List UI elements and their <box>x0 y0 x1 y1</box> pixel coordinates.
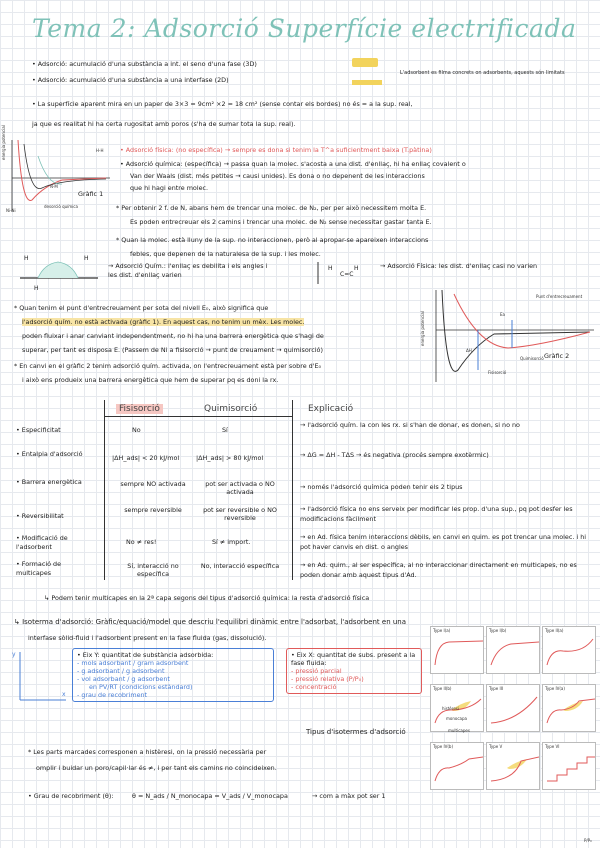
isotherm-panel-label: Type VI <box>545 744 560 749</box>
grau-formula: θ = N_ads / N_monocapa = V_ads / V_monocapa <box>132 792 288 800</box>
graph-2-label-pe: Punt d'entrecreuament <box>536 294 583 299</box>
table-foot: ↳ Podem tenir multicapes en la 2ª capa segons del tipus d'adsorció química: la resta d'adsorció física <box>44 594 370 602</box>
isotherm-curve-svg <box>431 693 483 729</box>
note-quim: → Adsorció Quím.: l'enllaç es debilita i els angles i les dist. d'enllaç varien <box>108 262 268 279</box>
hist-line-1: * Les parts marcades corresponen a histèresi, on la pressió necessària per <box>28 748 267 756</box>
def-adsorcio: • Adsorció: acumulació d'una substància a int. el seno d'una fase (3D) <box>32 60 257 68</box>
graph-1-label-nm: N-M <box>50 184 58 189</box>
graph-2-label-dh: ΔH <box>466 348 472 353</box>
isotherm-types-label: Tipus d'isotermes d'adsorció <box>306 728 406 736</box>
para-4: superar, per tant es disposa E. (Passem de Ni a fisisorció → punt de creuament → quimisorció) <box>22 346 323 354</box>
isotherm-panel <box>486 742 540 790</box>
table-divider-1 <box>104 400 105 580</box>
graph-2-title: Gràfic 2 <box>544 352 570 360</box>
page-title: Tema 2: Adsorció Superfície electrificada <box>32 14 577 43</box>
isotherm-panel-label: Type I(a) <box>433 628 451 633</box>
note-2: Es poden entrecreuar els 2 camins i trencar una molec. de N₂ sense necessitar gastar tanta E. <box>130 218 432 226</box>
graph-1-label-nini: Ni-Ni <box>6 208 16 213</box>
notes-page: Tema 2: Adsorció Superfície electrificada • Adsorció: acumulació d'una substància a int. el seno d'una fase (3D) • Adsorció: acumulació d'una substància a una interfase (2D) L'adsorbent es filma concrets on adsorbents, aquests són limitats • La superfície aparent mira en un paper de 3×3 = 9cm² ×2 = 18 cm² (sense contar els bordes) no és = a la sup. real, ja que es realitat hi ha certa rugositat amb poros (s'ha de sumar tota la sup. real). energia potencial H-H N-M Ni-Ni desorció química Gràfic 1 • Adsorció física: (no específica) → sempre es dona si tenim la T^a suficientment baixa (T.pàtina) • Adsorció química: (específica) → passa quan la molec. s'acosta a una dist. d'enllaç, hi ha enllaç covalent o Van der Waals (dist. més petites → causi unides). Es dona o no depenent de les interaccions que hi hagi entre molec. * Per obtenir 2 f. de N, abans hem de trencar una molec. de N₂, per per això necessitem molta E. Es poden entrecreuar els 2 camins i trencar una molec. de N₂ sense necessitar gastar tanta E. * Quan la molec. està lluny de la sup. no interaccionen, però al apropar-se apareixen interaccions febles, que depenen de la naturalesa de la sup. i les molec. H H H → Adsorció Quím.: l'enllaç es debilita i els angles i les dist. d'enllaç varien H H C=C → Adsorció Física: les dist. d'enllaç casi no varien energia potencial Fisisorció Quimisorció Ea ΔH Punt d'entrecreuament Gràfic 2 * Quan tenim el punt d'entrecreuament per sota del nivell E₀, això significa que l'adsorció quím. no està activada (gràfic 1). En aquest cas, no tenim un mèx. Les molec. poden fluixar i anar canviant independentment, no hi ha una barrera energètica que s'hagi de superar, per tant es disposa E. (Passem de Ni a fisisorció → punt de creuament → quimisorció) * En canvi en el gràfic 2 tenim adsorció quím. activada, on l'entrecreuament està per sobre d'E₀ i això ens produeix una barrera energètica que hem de superar pq es doni la rx. Fisisorció Quimisorció Explicació • Especificitat No Sí → l'adsorció quím. la con les rx. si s'han de donar, es donen, si no no • Entalpia d'adsorció |ΔH_ads| < 20 kJ/mol |ΔH_ads| > 80 kJ/mol → ΔG = ΔH - TΔS → és negativa (procés sempre exotèrmic) • Barrera energètica sempre NO activada pot ser activada o NO activada → només l'adsorció química poden tenir els 2 tipus • Reversibilitat sempre reversible pot ser reversible o NO reversible → l'adsorció física no ens serveix per modificar les prop. d'una sup., pq pot desfer les modificacions fàcilment • Modificació de l'adsorbent No ≠ res! Sí ≠ import. → en Ad. física tenim interaccions dèbils, en canvi en quim. es pot trencar una molec. i hi pot haver canvis en dist. o angles • Formació de multicapes Sí, interacció no específica No, interacció específica → en Ad. quim., al ser específica, al no interaccionar directament en multicapes, no es poden donar amb aquest tipus d'Ad. ↳ Podem tenir multicapes en la 2ª capa segons del tipus d'adsorció química: la resta d'adsorció física ↳ Isoterma d'adsorció: Gràfic/equació/model que descriu l'equilibri dinàmic entre l'adsorbat, l'adsorbent en una interfase sòlid-fluid i l'adsorbent present en la fase fluida (gas, dissolució). y x • Eix Y: quantitat de substància adsorbida: - mols adsorbant / gram adsorbent - g adsorbant / g adsorbent - vol adsorbant / g adsorbent en PV/RT (condicions estàndard) - grau de recobriment • Eix X: quantitat de subs. present a la fase fluida: - pressió parcial - pressió relativa (P/P₀) - concentració Tipus d'isotermes d'adsorció Type I(a) Type I(b) Type II(a) Type II(b) Type III Type IV(a) Type IV(b) Type V Type VI histèresi monocapa multicapes P/P₀ * Les parts marcades corresponen a histèresi, on la pressió necessària per omplir i buidar un poro/capil·lar és ≠, i per tant els camins no coincideixen. • Grau de recobriment (θ): θ = N_ads / N_monocapa = V_ads / V_monocapa → com a màx pot ser 1 <box>0 0 600 848</box>
isotherm-curve-svg <box>431 635 483 671</box>
molecule-sketch-fis <box>314 258 380 288</box>
axes-sketch <box>10 648 70 708</box>
ann-monocapa: monocapa <box>446 716 467 721</box>
svg-text:H: H <box>34 285 39 292</box>
note-fis: → Adsorció Física: les dist. d'enllaç casi no varien <box>380 262 538 270</box>
note-4: febles, que depenen de la naturalesa de la sup. i les molec. <box>130 250 321 258</box>
surface-icon <box>352 80 382 85</box>
table-header-exp: Explicació <box>308 404 354 414</box>
isotherm-panel <box>542 684 596 732</box>
table-divider-2 <box>292 400 293 580</box>
isotherm-curve <box>491 642 539 665</box>
isotherm-panel <box>430 742 484 790</box>
isotherm-curve <box>435 757 483 781</box>
hist-line-2: omplir i buidar un poro/capil·lar és ≠, i per tant els camins no coincideixen. <box>36 764 277 772</box>
isotherm-curve <box>547 757 595 781</box>
graph-2-ylabel: energia potencial <box>420 311 425 346</box>
molecule-sketch-quim <box>14 248 104 292</box>
isotherm-curve <box>547 639 593 665</box>
isotherm-grid <box>430 626 600 846</box>
note-3: * Quan la molec. està lluny de la sup. no interaccionen, però al apropar-se apareixen interaccions <box>116 236 429 244</box>
para-3: poden fluixar i anar canviant independentment, no hi ha una barrera energètica que s'hagi de <box>22 332 324 340</box>
grau-label: • Grau de recobriment (θ): <box>28 792 114 800</box>
type-fisica: • Adsorció física: (no específica) → sempre es dona si tenim la T^a suficientment baixa (T.pàtina) <box>120 146 432 154</box>
graph-1-label-hh: H-H <box>96 148 104 153</box>
isotherm-curve <box>435 641 483 665</box>
graph-2-label-ea: Ea <box>500 312 505 317</box>
type-quimica-3: que hi hagi entre molec. <box>130 184 209 192</box>
x-axis-box: • Eix X: quantitat de subs. present a la fase fluida: - pressió parcial - pressió relativa (P/P₀) - concentració <box>286 648 422 694</box>
isotherm-panel-label: Type II(b) <box>433 686 452 691</box>
bulk-icon <box>352 58 378 67</box>
def-note: L'adsorbent es filma concrets on adsorbents, aquests són limitats <box>400 70 565 76</box>
isotherm-panel <box>430 626 484 674</box>
isotherm-curve <box>491 697 537 723</box>
para-1: * Quan tenim el punt d'entrecreuament per sota del nivell E₀, això significa que <box>14 304 269 312</box>
isotherm-curve-svg <box>487 693 539 729</box>
isotherm-curve-svg <box>487 751 539 787</box>
svg-text:x: x <box>62 691 66 698</box>
isotherm-curve-svg <box>431 751 483 787</box>
isotherm-panel <box>486 684 540 732</box>
graph-2-label-qui: Quimisorció <box>520 356 544 361</box>
isotherm-panel <box>542 742 596 790</box>
isotherm-curve <box>547 699 595 723</box>
svg-text:H: H <box>84 255 89 262</box>
svg-text:y: y <box>12 651 16 658</box>
isotherm-curve-svg <box>543 693 595 729</box>
svg-text:H: H <box>24 255 29 262</box>
isotherm-panel <box>542 626 596 674</box>
note-1: * Per obtenir 2 f. de N, abans hem de trencar una molec. de N₂, per per això necessitem molta E. <box>116 204 427 212</box>
isotherm-xaxis-label: P/P₀ <box>584 838 592 843</box>
isoterma-head: ↳ Isoterma d'adsorció: Gràfic/equació/model que descriu l'equilibri dinàmic entre l'adsorbat, l'adsorbent en una <box>14 618 407 626</box>
para-6: i això ens produeix una barrera energètica que hem de superar pq es doni la rx. <box>22 376 279 384</box>
para-5: * En canvi en el gràfic 2 tenim adsorció quím. activada, on l'entrecreuament està per sobre d'E₀ <box>14 362 322 370</box>
isotherm-panel-label: Type IV(b) <box>433 744 454 749</box>
type-quimica-2: Van der Waals (dist. més petites → causi unides). Es dona o no depenent de les interaccions <box>130 172 425 180</box>
table-header-fis: Fisisorció <box>116 404 163 414</box>
isotherm-curve-svg <box>487 635 539 671</box>
isotherm-panel-label: Type II(a) <box>545 628 564 633</box>
isotherm-panel-label: Type IV(a) <box>545 686 565 691</box>
surface-line-1: • La superfície aparent mira en un paper de 3×3 = 9cm² ×2 = 18 cm² (sense contar els bordes) no és = a la sup. real, <box>32 100 413 108</box>
isotherm-panel-label: Type V <box>489 744 503 749</box>
isotherm-curve-svg <box>543 751 595 787</box>
surface-line-2: ja que es realitat hi ha certa rugositat amb poros (s'ha de sumar tota la sup. real). <box>32 120 296 128</box>
table-header-line <box>104 416 292 417</box>
ann-multicapes: multicapes <box>448 728 470 733</box>
isotherm-curve-svg <box>543 635 595 671</box>
isotherm-curve <box>491 757 539 781</box>
graph-2-label-fis: Fisisorció <box>488 370 507 375</box>
para-2: l'adsorció quím. no està activada (gràfic 1). En aquest cas, no tenim un mèx. Les molec. <box>22 318 305 326</box>
graph-1-title: Gràfic 1 <box>78 190 104 198</box>
grau-tail: → com a màx pot ser 1 <box>312 792 386 800</box>
isotherm-panel-label: Type I(b) <box>489 628 507 633</box>
y-axis-box: • Eix Y: quantitat de substància adsorbida: - mols adsorbant / gram adsorbent - g adsorbant / g adsorbent - vol adsorbant / g adsorbent en PV/RT (condicions estàndard) - grau de recobriment <box>72 648 274 702</box>
ann-histeresi: histèresi <box>442 706 459 711</box>
isotherm-panel <box>486 626 540 674</box>
isoterma-head-2: interfase sòlid-fluid i l'adsorbent present en la fase fluida (gas, dissolució). <box>28 634 267 642</box>
graph-2 <box>418 286 596 390</box>
svg-text:C=C: C=C <box>340 271 354 278</box>
table-header-qui: Quimisorció <box>204 404 258 414</box>
def-adsorcio-2: • Adsorció: acumulació d'una substància a una interfase (2D) <box>32 76 229 84</box>
svg-text:H: H <box>328 265 333 272</box>
graph-1-ylabel: energia potencial <box>1 125 6 160</box>
isotherm-panel-label: Type III <box>489 686 503 691</box>
svg-text:H: H <box>354 265 359 272</box>
graph-1-label-des: desorció química <box>44 204 78 209</box>
type-quimica-1: • Adsorció química: (específica) → passa quan la molec. s'acosta a una dist. d'enllaç, hi ha enllaç covalent o <box>120 160 466 168</box>
